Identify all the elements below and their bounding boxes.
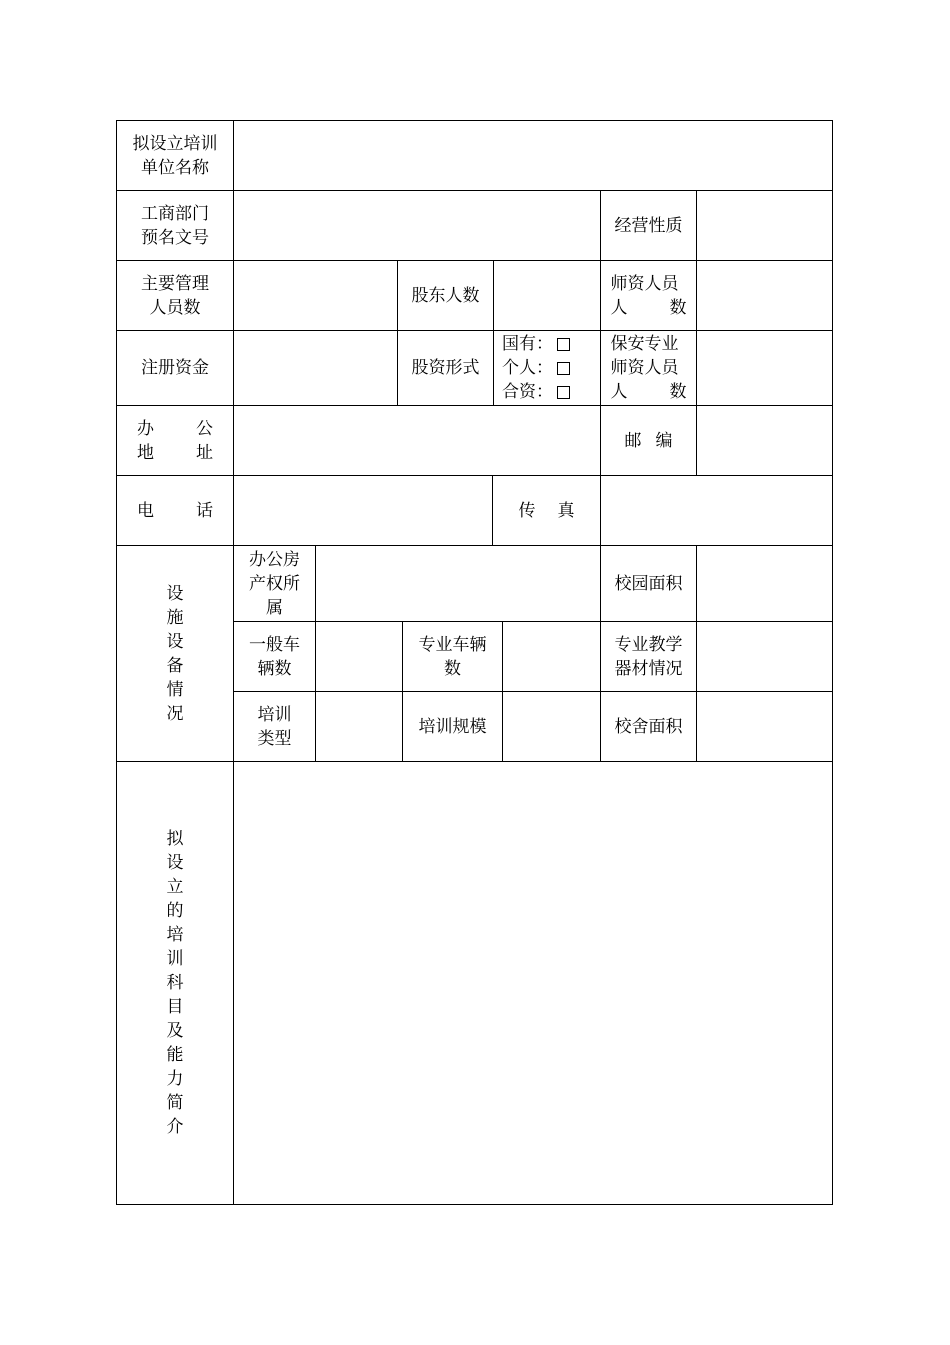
special-vehicles-field[interactable] [502,621,601,692]
shareholders-field[interactable] [493,260,601,331]
application-form [116,120,833,1205]
phone-label-text [137,499,213,523]
subjects-char: 的 [166,901,184,921]
equity-form-options [493,330,601,406]
training-subjects-field[interactable] [233,761,833,1205]
postcode-label-text [625,429,673,453]
office-address-label-text [137,417,213,465]
campus-area-field[interactable] [696,545,833,622]
shareholders-label-text: 股东人数 [411,285,480,306]
fax-label-text [519,499,575,523]
security-label-line1: 保安专业 [610,334,679,354]
subjects-char: 介 [166,1117,184,1137]
equity-option-joint[interactable] [502,380,570,404]
postcode-char-2: 编 [655,430,673,451]
addr-char-4: 址 [196,442,213,463]
teaching-equipment-field[interactable] [696,621,833,692]
subjects-char: 目 [166,997,184,1017]
business-nature-label [600,190,697,261]
subjects-char: 简 [166,1093,184,1113]
training-type-label-text: 培训 类型 [257,704,292,749]
phone-field[interactable] [233,475,493,546]
facilities-section-label [116,545,234,762]
subjects-char: 训 [166,949,184,969]
security-label-line3a: 人 [610,382,628,402]
equity-form-label-text: 股资形式 [411,358,480,378]
equity-option-private[interactable] [502,356,570,380]
facilities-char: 设 [166,631,184,652]
teaching-equipment-label-text: 专业教学 器材情况 [614,634,683,679]
special-vehicles-label-text: 专业车辆 数 [418,634,487,679]
facilities-char: 施 [166,607,184,628]
postcode-field[interactable] [696,405,833,476]
general-vehicles-label [233,621,316,692]
equity-form-checklist [494,332,570,404]
unit-name-field[interactable] [233,120,833,191]
teaching-equipment-label [600,621,697,692]
fax-label [492,475,601,546]
building-area-label [600,691,697,762]
management-count-field[interactable] [233,260,398,331]
subjects-char: 拟 [166,829,184,849]
training-subjects-label [116,761,234,1205]
campus-area-label [600,545,697,622]
security-teachers-field[interactable] [696,330,833,406]
fax-char-2: 真 [557,500,575,521]
unit-name-label [116,120,234,191]
teachers-count-label [600,260,697,331]
special-vehicles-label [402,621,503,692]
checkbox-icon[interactable] [557,362,570,375]
subjects-char: 立 [166,877,184,897]
equity-form-label [397,330,494,406]
office-address-label [116,405,234,476]
phone-char-2: 话 [196,500,213,521]
training-scale-label [402,691,503,762]
facilities-char: 设 [166,583,184,604]
registered-capital-label-text: 注册资金 [141,358,209,378]
addr-char-2: 公 [196,418,213,439]
phone-char-1: 电 [137,500,154,521]
training-type-label [233,691,316,762]
checkbox-icon[interactable] [557,386,570,399]
postcode-label [600,405,697,476]
equity-option-state[interactable] [502,332,570,356]
teachers-label-line2a: 人 [610,297,628,318]
subjects-char: 培 [166,925,184,945]
fax-char-1: 传 [518,500,536,521]
security-teachers-label-text [611,332,687,404]
security-teachers-label [600,330,697,406]
office-ownership-label-text: 办公房 产权所 属 [249,549,300,618]
office-ownership-label [233,545,316,622]
registration-no-label [116,190,234,261]
fax-field[interactable] [600,475,833,546]
security-label-line3b: 数 [669,382,687,402]
registered-capital-field[interactable] [233,330,398,406]
facilities-section-label-text [167,582,184,726]
subjects-char: 能 [166,1045,184,1065]
subjects-char: 及 [166,1021,184,1041]
business-nature-label-text: 经营性质 [614,215,683,236]
unit-name-label-text: 拟设立培训 单位名称 [132,133,218,178]
campus-area-label-text: 校园面积 [614,573,683,594]
equity-option-state-label: 国有： [502,334,553,354]
shareholders-label [397,260,494,331]
teachers-count-field[interactable] [696,260,833,331]
equity-option-joint-label: 合资： [502,382,553,402]
checkbox-icon[interactable] [557,338,570,351]
training-subjects-label-text [167,827,184,1139]
registration-no-field[interactable] [233,190,601,261]
registered-capital-label [116,330,234,406]
business-nature-field[interactable] [696,190,833,261]
teachers-count-label-text [611,272,687,320]
facilities-char: 情 [166,679,184,700]
building-area-field[interactable] [696,691,833,762]
building-area-label-text: 校舍面积 [614,716,683,737]
training-scale-label-text: 培训规模 [418,716,487,737]
security-label-line2: 师资人员 [610,358,679,378]
teachers-label-line1: 师资人员 [610,273,679,294]
office-ownership-field[interactable] [315,545,601,622]
postcode-char-1: 邮 [624,430,642,451]
general-vehicles-field[interactable] [315,621,403,692]
addr-char-1: 办 [137,418,154,439]
general-vehicles-label-text: 一般车 辆数 [249,634,300,679]
subjects-char: 科 [166,973,184,993]
management-count-label-text: 主要管理 人员数 [141,273,209,318]
registration-no-label-text: 工商部门 预名文号 [141,203,209,248]
facilities-char: 况 [166,703,184,724]
training-type-field[interactable] [315,691,403,762]
management-count-label [116,260,234,331]
teachers-label-line2b: 数 [669,297,687,318]
addr-char-3: 地 [137,442,154,463]
phone-label [116,475,234,546]
training-scale-field[interactable] [502,691,601,762]
facilities-char: 备 [166,655,184,676]
office-address-field[interactable] [233,405,601,476]
subjects-char: 设 [166,853,184,873]
equity-option-private-label: 个人： [502,358,553,378]
subjects-char: 力 [166,1069,184,1089]
